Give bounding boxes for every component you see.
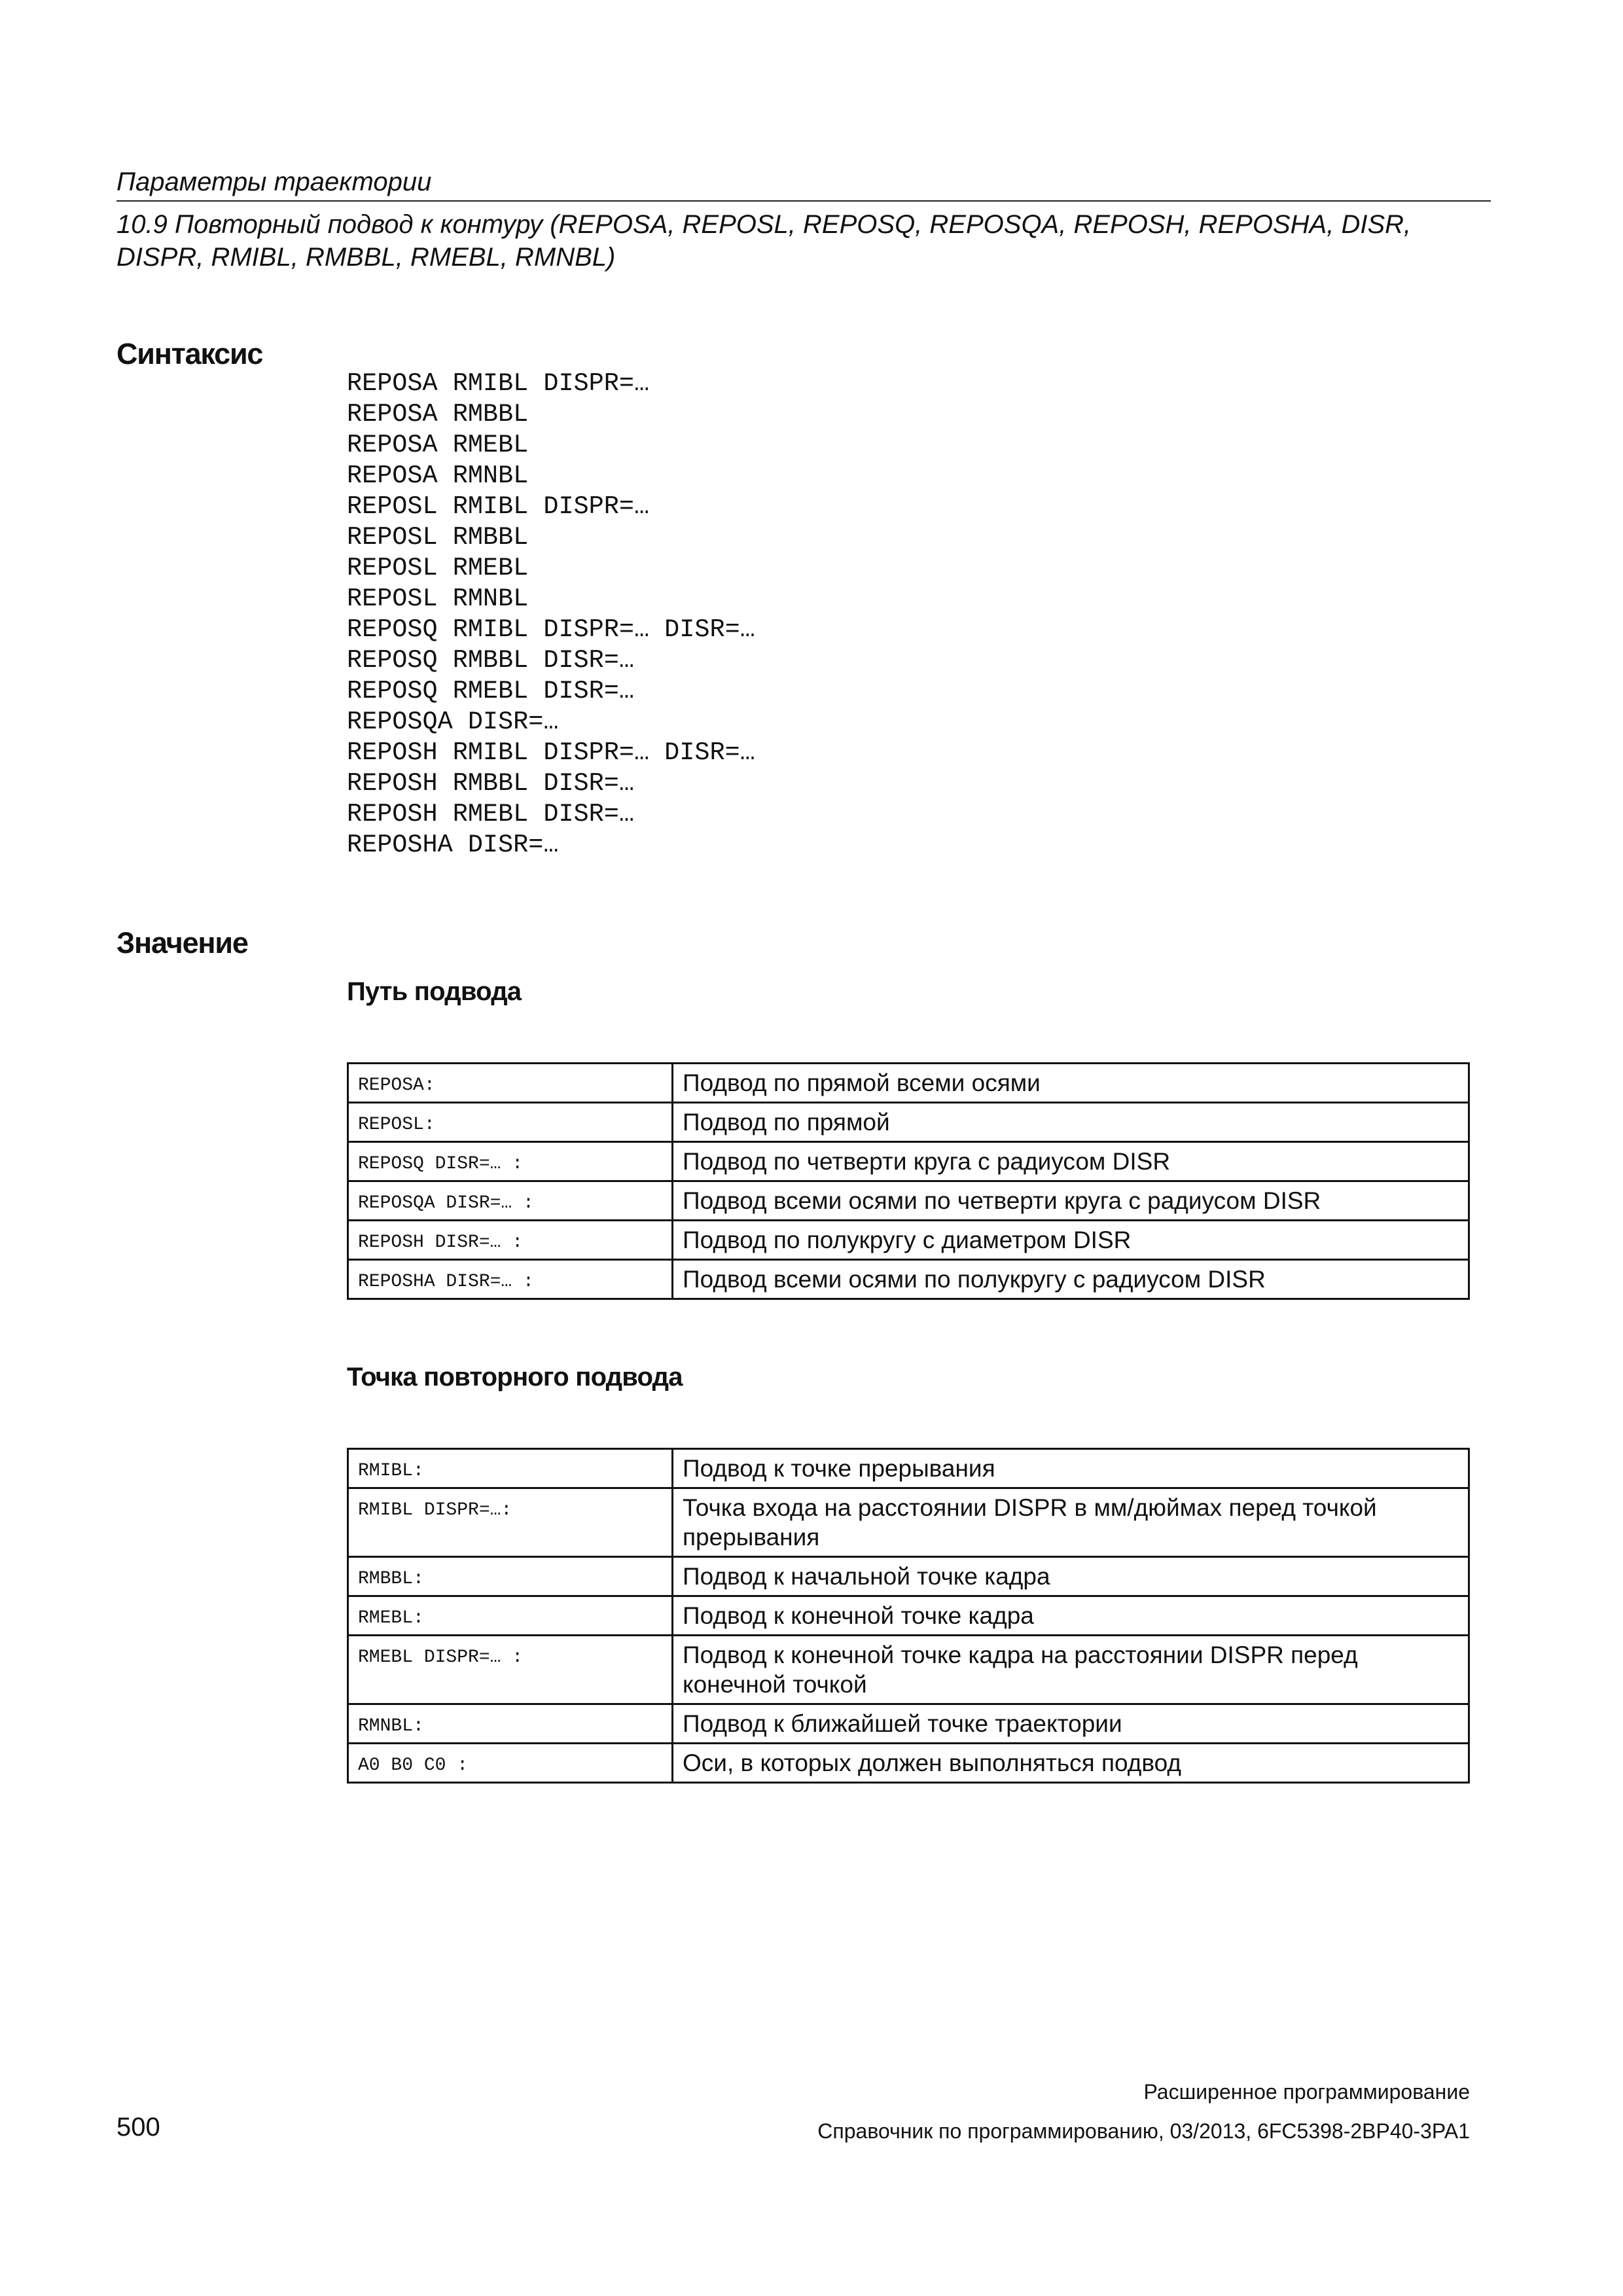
code-cell: RMBBL: [348, 1557, 673, 1596]
description-cell: Подвод по четверти круга с радиусом DISR [673, 1142, 1469, 1181]
table-row [348, 1488, 1469, 1557]
code-cell: RMEBL: [348, 1596, 673, 1636]
table-row [348, 1596, 1469, 1636]
description-cell: Подвод по полукругу с диаметром DISR [673, 1221, 1469, 1260]
code-cell: REPOSA: [348, 1064, 673, 1103]
table-row [348, 1449, 1469, 1488]
syntax-line: REPOSH RMBBL DISR=… [347, 769, 634, 798]
syntax-line: REPOSL RMBBL [347, 523, 529, 552]
syntax-line: REPOSA RMIBL DISPR=… [347, 369, 650, 398]
description-cell: Подвод всеми осями по полукругу с радиусом DISR [673, 1260, 1469, 1299]
table-row [348, 1260, 1469, 1299]
syntax-line: REPOSHA DISR=… [347, 831, 559, 859]
description-cell: Подвод к точке прерывания [673, 1449, 1469, 1488]
syntax-line: REPOSQA DISR=… [347, 708, 559, 736]
code-cell: RMEBL DISPR=… : [348, 1636, 673, 1704]
description-cell: Подвод к ближайшей точке траектории [673, 1704, 1469, 1744]
code-cell: RMIBL: [348, 1449, 673, 1488]
code-cell: REPOSH DISR=… : [348, 1221, 673, 1260]
reapproach-point-heading: Точка повторного подвода [347, 1363, 683, 1391]
code-cell: REPOSL: [348, 1103, 673, 1142]
syntax-line: REPOSQ RMIBL DISPR=… DISR=… [347, 615, 755, 644]
syntax-line: REPOSH RMEBL DISR=… [347, 800, 634, 829]
code-cell: RMNBL: [348, 1704, 673, 1744]
syntax-line: REPOSL RMEBL [347, 554, 529, 583]
table-row [348, 1744, 1469, 1783]
code-cell: REPOSHA DISR=… : [348, 1260, 673, 1299]
table-row [348, 1557, 1469, 1596]
table-row [348, 1142, 1469, 1181]
code-cell: REPOSQA DISR=… : [348, 1181, 673, 1221]
code-cell: RMIBL DISPR=…: [348, 1488, 673, 1557]
description-cell: Подвод по прямой всеми осями [673, 1064, 1469, 1103]
table-row [348, 1103, 1469, 1142]
running-header-section: Параметры траектории [116, 168, 432, 196]
syntax-line: REPOSH RMIBL DISPR=… DISR=… [347, 738, 755, 767]
approach-path-heading: Путь подвода [347, 977, 522, 1006]
page-number: 500 [116, 2113, 160, 2142]
description-cell: Точка входа на расстоянии DISPR в мм/дюймах перед точкой прерывания [673, 1488, 1469, 1557]
description-cell: Подвод к конечной точке кадра [673, 1596, 1469, 1636]
syntax-line: REPOSL RMIBL DISPR=… [347, 492, 650, 521]
approach-path-table [347, 1062, 1470, 1300]
description-cell: Оси, в которых должен выполняться подвод [673, 1744, 1469, 1783]
syntax-line: REPOSQ RMBBL DISR=… [347, 646, 634, 675]
code-cell: A0 B0 C0 : [348, 1744, 673, 1783]
syntax-line: REPOSL RMNBL [347, 584, 529, 613]
reapproach-point-table [347, 1448, 1470, 1784]
syntax-line: REPOSQ RMEBL DISR=… [347, 677, 634, 706]
syntax-line: REPOSA RMEBL [347, 431, 529, 459]
table-row [348, 1636, 1469, 1704]
description-cell: Подвод к начальной точке кадра [673, 1557, 1469, 1596]
running-header-title: 10.9 Повторный подвод к контуру (REPOSA, REPOSL, REPOSQ, REPOSQA, REPOSH, REPOSHA, DISR, DISPR, RMIBL, RMBBL, RMEBL, RMNBL) [116, 210, 1412, 272]
syntax-line: REPOSA RMNBL [347, 461, 529, 490]
table-row [348, 1064, 1469, 1103]
table-row [348, 1704, 1469, 1744]
description-cell: Подвод по прямой [673, 1103, 1469, 1142]
description-cell: Подвод всеми осями по четверти круга с радиусом DISR [673, 1181, 1469, 1221]
footer-reference: Справочник по программированию, 03/2013, 6FC5398-2BP40-3PA1 [817, 2119, 1470, 2143]
syntax-line: REPOSA RMBBL [347, 400, 529, 429]
description-cell: Подвод к конечной точке кадра на расстоянии DISPR перед конечной точкой [673, 1636, 1469, 1704]
code-cell: REPOSQ DISR=… : [348, 1142, 673, 1181]
footer-book-title: Расширенное программирование [1143, 2080, 1470, 2104]
header-rule [116, 200, 1491, 202]
syntax-heading: Синтаксис [116, 337, 263, 370]
meaning-heading: Значение [116, 926, 248, 960]
syntax-code-block [347, 368, 755, 861]
table-row [348, 1181, 1469, 1221]
table-row [348, 1221, 1469, 1260]
